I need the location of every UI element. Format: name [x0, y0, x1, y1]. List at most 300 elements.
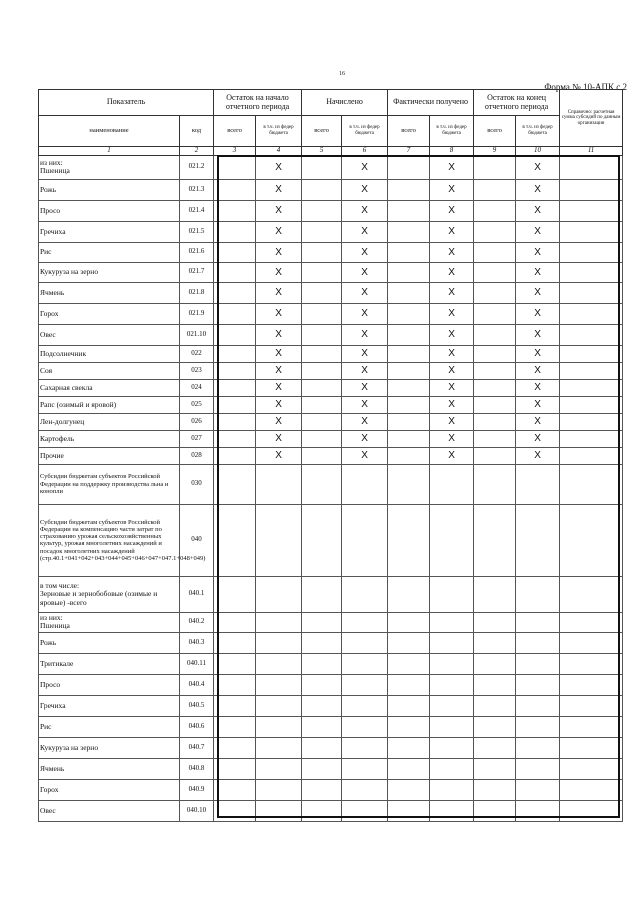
x-mark: X [430, 396, 474, 413]
x-mark: X [430, 262, 474, 282]
table-row [39, 695, 623, 716]
empty-cell [430, 632, 474, 653]
empty-cell [560, 504, 623, 576]
form-number: Форма № 10-АПК с 2 [544, 82, 627, 92]
empty-cell [302, 716, 342, 737]
table-row [39, 324, 623, 345]
empty-cell [302, 345, 342, 362]
empty-cell [516, 758, 560, 779]
row-code: 040.8 [180, 758, 214, 779]
empty-cell [302, 413, 342, 430]
x-mark: X [256, 200, 302, 221]
x-mark: X [342, 262, 388, 282]
column-number: 5 [302, 147, 342, 156]
table-row [39, 282, 623, 303]
x-mark: X [342, 430, 388, 447]
empty-cell [256, 737, 302, 758]
empty-cell [474, 324, 516, 345]
table-row [39, 242, 623, 262]
row-code: 040.5 [180, 695, 214, 716]
empty-cell [560, 262, 623, 282]
row-name: Ячмень [39, 758, 180, 779]
empty-cell [474, 200, 516, 221]
table-row [39, 262, 623, 282]
empty-cell [430, 653, 474, 674]
header-total: всего [214, 116, 256, 147]
empty-cell [388, 413, 430, 430]
x-mark: X [342, 242, 388, 262]
empty-cell [214, 179, 256, 200]
x-mark: X [430, 430, 474, 447]
empty-cell [302, 674, 342, 695]
x-mark: X [516, 200, 560, 221]
empty-cell [302, 200, 342, 221]
x-mark: X [342, 303, 388, 324]
x-mark: X [342, 179, 388, 200]
empty-cell [342, 612, 388, 632]
x-mark: X [342, 396, 388, 413]
x-mark: X [516, 447, 560, 464]
x-mark: X [516, 221, 560, 242]
empty-cell [388, 737, 430, 758]
row-code: 021.8 [180, 282, 214, 303]
table-row [39, 779, 623, 800]
row-code: 021.3 [180, 179, 214, 200]
row-name: Сахарная свекла [39, 379, 180, 396]
empty-cell [302, 155, 342, 179]
empty-cell [302, 282, 342, 303]
empty-cell [560, 362, 623, 379]
x-mark: X [516, 242, 560, 262]
empty-cell [388, 396, 430, 413]
empty-cell [214, 242, 256, 262]
x-mark: X [430, 303, 474, 324]
column-number: 11 [560, 147, 623, 156]
row-name: Кукуруза на зерно [39, 737, 180, 758]
empty-cell [560, 674, 623, 695]
row-name: из них: Пшеница [39, 612, 180, 632]
empty-cell [214, 282, 256, 303]
empty-cell [214, 612, 256, 632]
header-total: всего [474, 116, 516, 147]
empty-cell [560, 800, 623, 821]
row-name: из них: Пшеница [39, 155, 180, 179]
empty-cell [256, 632, 302, 653]
empty-cell [256, 464, 302, 504]
table-row [39, 758, 623, 779]
row-name: Овес [39, 800, 180, 821]
empty-cell [214, 504, 256, 576]
row-code: 030 [180, 464, 214, 504]
empty-cell [430, 464, 474, 504]
empty-cell [214, 379, 256, 396]
empty-cell [430, 800, 474, 821]
column-number: 8 [430, 147, 474, 156]
empty-cell [388, 379, 430, 396]
empty-cell [474, 242, 516, 262]
x-mark: X [256, 221, 302, 242]
row-code: 040.4 [180, 674, 214, 695]
x-mark: X [516, 396, 560, 413]
empty-cell [430, 737, 474, 758]
row-name: Подсолнечник [39, 345, 180, 362]
table-row [39, 430, 623, 447]
x-mark: X [256, 413, 302, 430]
empty-cell [302, 612, 342, 632]
x-mark: X [256, 242, 302, 262]
empty-cell [560, 221, 623, 242]
row-code: 040.10 [180, 800, 214, 821]
empty-cell [388, 262, 430, 282]
empty-cell [388, 447, 430, 464]
row-code: 021.4 [180, 200, 214, 221]
empty-cell [214, 447, 256, 464]
empty-cell [560, 155, 623, 179]
x-mark: X [256, 324, 302, 345]
empty-cell [342, 576, 388, 612]
x-mark: X [256, 396, 302, 413]
empty-cell [302, 576, 342, 612]
empty-cell [214, 221, 256, 242]
empty-cell [560, 430, 623, 447]
empty-cell [516, 504, 560, 576]
row-name: Тритикале [39, 653, 180, 674]
empty-cell [474, 653, 516, 674]
x-mark: X [342, 155, 388, 179]
table-row [39, 464, 623, 504]
empty-cell [342, 737, 388, 758]
empty-cell [388, 800, 430, 821]
x-mark: X [430, 282, 474, 303]
empty-cell [474, 464, 516, 504]
empty-cell [388, 716, 430, 737]
x-mark: X [256, 430, 302, 447]
header-name: наименование [39, 116, 180, 147]
empty-cell [342, 779, 388, 800]
empty-cell [430, 716, 474, 737]
row-name: Просо [39, 674, 180, 695]
header-group-accrued: Начислено [302, 90, 388, 116]
row-code: 021.9 [180, 303, 214, 324]
header-group-closing: Остаток на конец отчетного периода [474, 90, 560, 116]
header-indicator: Показатель [39, 90, 214, 116]
empty-cell [302, 362, 342, 379]
column-number: 9 [474, 147, 516, 156]
x-mark: X [516, 345, 560, 362]
x-mark: X [516, 282, 560, 303]
table-row [39, 303, 623, 324]
table-row [39, 800, 623, 821]
empty-cell [560, 716, 623, 737]
table-row [39, 345, 623, 362]
table-row [39, 674, 623, 695]
column-number: 3 [214, 147, 256, 156]
x-mark: X [256, 303, 302, 324]
empty-cell [474, 262, 516, 282]
row-code: 040.9 [180, 779, 214, 800]
empty-cell [474, 379, 516, 396]
empty-cell [560, 242, 623, 262]
empty-cell [214, 779, 256, 800]
empty-cell [388, 576, 430, 612]
empty-cell [256, 716, 302, 737]
empty-cell [302, 430, 342, 447]
empty-cell [302, 779, 342, 800]
empty-cell [342, 632, 388, 653]
empty-cell [256, 576, 302, 612]
empty-cell [474, 221, 516, 242]
empty-cell [214, 632, 256, 653]
column-number: 4 [256, 147, 302, 156]
empty-cell [474, 396, 516, 413]
empty-cell [342, 504, 388, 576]
empty-cell [342, 674, 388, 695]
empty-cell [560, 758, 623, 779]
empty-cell [474, 576, 516, 612]
empty-cell [388, 612, 430, 632]
row-name: Прочие [39, 447, 180, 464]
empty-cell [516, 695, 560, 716]
empty-cell [474, 362, 516, 379]
empty-cell [302, 632, 342, 653]
empty-cell [342, 800, 388, 821]
empty-cell [214, 758, 256, 779]
header-reference: Справочно: расчетная сумма субсидий по данным организации [560, 90, 623, 147]
row-name: Субсидии бюджетам субъектов Российской Федерации на компенсацию части затрат по страхованию урожая сельскохозяйственных культур, урожая многолетних насаждений и посадок многолетних насаждений (стр.40.1+041+042+043+044+045+046+047+047.1+048+049) [39, 504, 180, 576]
empty-cell [214, 576, 256, 612]
empty-cell [302, 379, 342, 396]
empty-cell [388, 179, 430, 200]
row-code: 021.2 [180, 155, 214, 179]
x-mark: X [342, 324, 388, 345]
row-name: Рис [39, 716, 180, 737]
empty-cell [516, 674, 560, 695]
empty-cell [474, 800, 516, 821]
empty-cell [302, 695, 342, 716]
empty-cell [342, 716, 388, 737]
row-code: 021.6 [180, 242, 214, 262]
row-name: Овес [39, 324, 180, 345]
table-row [39, 200, 623, 221]
empty-cell [474, 695, 516, 716]
empty-cell [214, 155, 256, 179]
row-code: 021.7 [180, 262, 214, 282]
empty-cell [214, 464, 256, 504]
empty-cell [474, 612, 516, 632]
empty-cell [560, 179, 623, 200]
empty-cell [474, 155, 516, 179]
row-name: Гречиха [39, 221, 180, 242]
empty-cell [560, 447, 623, 464]
empty-cell [388, 345, 430, 362]
empty-cell [302, 447, 342, 464]
empty-cell [388, 200, 430, 221]
header-code: код [180, 116, 214, 147]
x-mark: X [256, 262, 302, 282]
table-row [39, 447, 623, 464]
row-name: Кукуруза на зерно [39, 262, 180, 282]
row-code: 023 [180, 362, 214, 379]
table-row [39, 612, 623, 632]
x-mark: X [430, 221, 474, 242]
empty-cell [474, 716, 516, 737]
row-code: 025 [180, 396, 214, 413]
row-code: 040 [180, 504, 214, 576]
row-code: 040.11 [180, 653, 214, 674]
empty-cell [214, 303, 256, 324]
empty-cell [388, 674, 430, 695]
empty-cell [388, 303, 430, 324]
row-code: 040.1 [180, 576, 214, 612]
empty-cell [256, 504, 302, 576]
column-number: 10 [516, 147, 560, 156]
empty-cell [430, 576, 474, 612]
table-row [39, 632, 623, 653]
empty-cell [560, 576, 623, 612]
x-mark: X [516, 413, 560, 430]
empty-cell [560, 464, 623, 504]
empty-cell [302, 262, 342, 282]
empty-cell [214, 674, 256, 695]
empty-cell [560, 303, 623, 324]
empty-cell [474, 632, 516, 653]
empty-cell [302, 221, 342, 242]
empty-cell [430, 674, 474, 695]
table-row [39, 576, 623, 612]
table-row [39, 362, 623, 379]
row-name: Соя [39, 362, 180, 379]
column-number-row [39, 147, 623, 156]
empty-cell [474, 758, 516, 779]
empty-cell [302, 758, 342, 779]
row-code: 028 [180, 447, 214, 464]
empty-cell [214, 324, 256, 345]
x-mark: X [430, 155, 474, 179]
empty-cell [214, 695, 256, 716]
empty-cell [388, 282, 430, 303]
table-row [39, 413, 623, 430]
x-mark: X [430, 447, 474, 464]
empty-cell [214, 345, 256, 362]
table-body [39, 155, 623, 821]
empty-cell [516, 800, 560, 821]
empty-cell [214, 430, 256, 447]
row-code: 040.3 [180, 632, 214, 653]
empty-cell [560, 345, 623, 362]
table-row [39, 653, 623, 674]
empty-cell [474, 674, 516, 695]
column-number: 1 [39, 147, 180, 156]
empty-cell [474, 737, 516, 758]
empty-cell [430, 779, 474, 800]
empty-cell [560, 396, 623, 413]
x-mark: X [342, 345, 388, 362]
empty-cell [560, 282, 623, 303]
empty-cell [474, 413, 516, 430]
empty-cell [302, 324, 342, 345]
header-incl-fed: в т.ч. из федер бюджета [256, 116, 302, 147]
x-mark: X [516, 430, 560, 447]
row-code: 027 [180, 430, 214, 447]
empty-cell [560, 632, 623, 653]
row-name: Рис [39, 242, 180, 262]
empty-cell [474, 179, 516, 200]
x-mark: X [430, 345, 474, 362]
empty-cell [388, 324, 430, 345]
header-incl-fed: в т.ч. из федер бюджета [430, 116, 474, 147]
empty-cell [302, 464, 342, 504]
empty-cell [560, 200, 623, 221]
empty-cell [388, 632, 430, 653]
empty-cell [430, 612, 474, 632]
empty-cell [214, 200, 256, 221]
x-mark: X [430, 362, 474, 379]
x-mark: X [256, 282, 302, 303]
empty-cell [474, 303, 516, 324]
x-mark: X [516, 155, 560, 179]
empty-cell [388, 758, 430, 779]
empty-cell [474, 779, 516, 800]
table-row [39, 179, 623, 200]
row-code: 040.2 [180, 612, 214, 632]
empty-cell [560, 653, 623, 674]
x-mark: X [256, 179, 302, 200]
empty-cell [388, 504, 430, 576]
empty-cell [560, 737, 623, 758]
empty-cell [256, 779, 302, 800]
empty-cell [474, 504, 516, 576]
empty-cell [388, 155, 430, 179]
x-mark: X [430, 379, 474, 396]
empty-cell [474, 345, 516, 362]
row-code: 022 [180, 345, 214, 362]
header-group-received: Фактически получено [388, 90, 474, 116]
empty-cell [516, 716, 560, 737]
row-code: 026 [180, 413, 214, 430]
empty-cell [516, 779, 560, 800]
row-name: Субсидии бюджетам субъектов Российской Федерации на поддержку производства льна и конопли [39, 464, 180, 504]
empty-cell [560, 413, 623, 430]
row-name: Рожь [39, 632, 180, 653]
empty-cell [256, 758, 302, 779]
empty-cell [560, 612, 623, 632]
x-mark: X [342, 221, 388, 242]
empty-cell [302, 179, 342, 200]
x-mark: X [342, 200, 388, 221]
x-mark: X [342, 379, 388, 396]
row-name: Ячмень [39, 282, 180, 303]
x-mark: X [430, 413, 474, 430]
row-name: Горох [39, 779, 180, 800]
row-name: Рожь [39, 179, 180, 200]
column-number: 2 [180, 147, 214, 156]
row-code: 040.7 [180, 737, 214, 758]
page-number: 16 [339, 71, 345, 77]
row-code: 024 [180, 379, 214, 396]
empty-cell [256, 800, 302, 821]
x-mark: X [256, 155, 302, 179]
row-name: Гречиха [39, 695, 180, 716]
row-name: Просо [39, 200, 180, 221]
empty-cell [302, 303, 342, 324]
table-row [39, 716, 623, 737]
x-mark: X [430, 200, 474, 221]
row-code: 021.5 [180, 221, 214, 242]
empty-cell [388, 695, 430, 716]
x-mark: X [256, 362, 302, 379]
row-name: Горох [39, 303, 180, 324]
empty-cell [388, 242, 430, 262]
